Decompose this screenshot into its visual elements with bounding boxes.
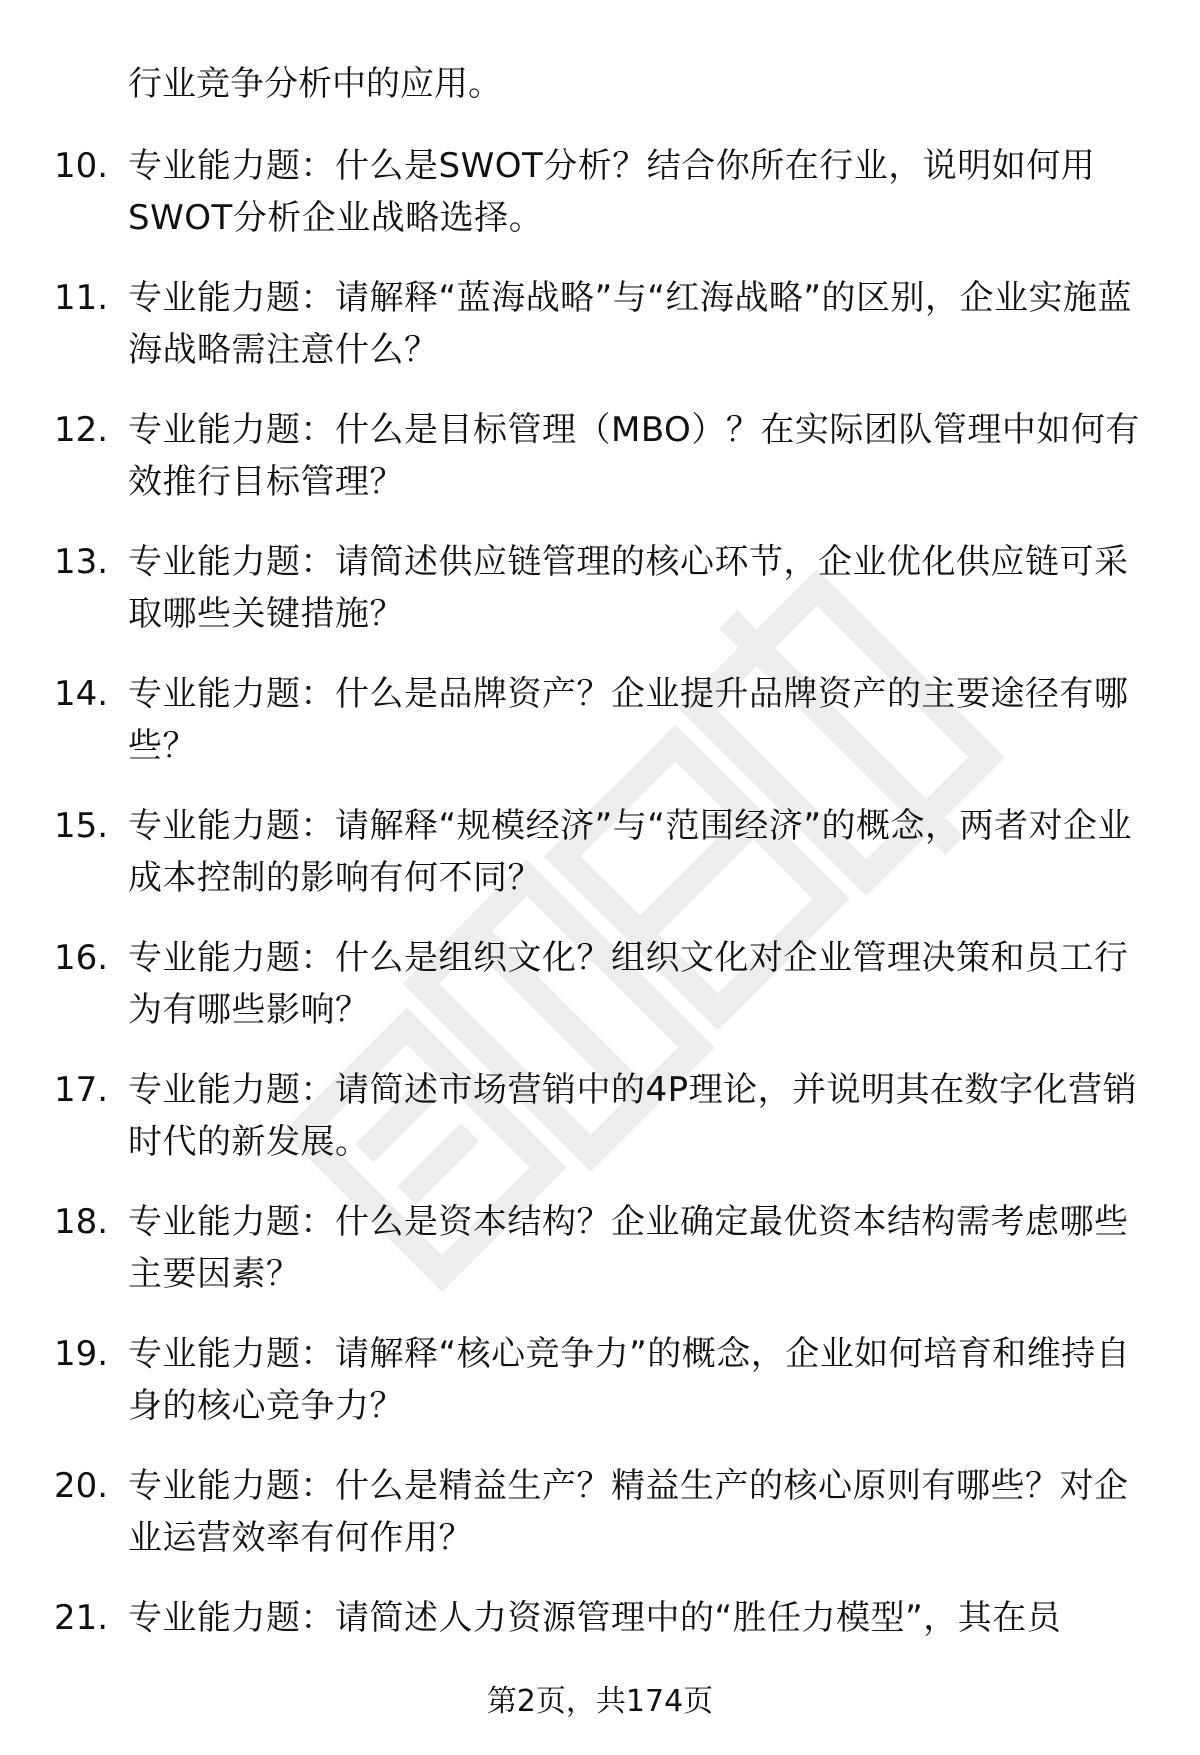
- question-text: 专业能力题：什么是精益生产？精益生产的核心原则有哪些？对企业运营效率有何作用？: [128, 1466, 1129, 1558]
- list-item: [0, 932, 1200, 1036]
- question-number: 21.: [54, 1598, 109, 1638]
- question-text: 专业能力题：什么是SWOT分析？结合你所在行业，说明如何用SWOT分析企业战略选择。: [128, 146, 1096, 238]
- question-number: 14.: [54, 674, 109, 714]
- question-text: 专业能力题：请简述市场营销中的4P理论，并说明其在数字化营销时代的新发展。: [128, 1070, 1138, 1162]
- continuation-line: 行业竞争分析中的应用。: [128, 64, 502, 104]
- question-number: 12.: [54, 410, 109, 450]
- list-item: [0, 1460, 1200, 1564]
- question-number: 17.: [54, 1070, 109, 1110]
- list-item: [0, 140, 1200, 244]
- question-text: 专业能力题：什么是资本结构？企业确定最优资本结构需考虑哪些主要因素？: [128, 1202, 1129, 1294]
- question-list: [0, 140, 1200, 1672]
- list-item: [0, 536, 1200, 640]
- question-text: 专业能力题：什么是目标管理（MBO）？在实际团队管理中如何有效推行目标管理？: [128, 410, 1140, 502]
- question-number: 13.: [54, 542, 109, 582]
- question-number: 19.: [54, 1334, 109, 1374]
- page-footer: 第2页，共174页: [486, 1684, 714, 1719]
- question-text: 专业能力题：请简述人力资源管理中的“胜任力模型”，其在员: [128, 1598, 1062, 1638]
- question-number: 18.: [54, 1202, 109, 1242]
- question-text: 专业能力题：请解释“蓝海战略”与“红海战略”的区别，企业实施蓝海战略需注意什么？: [128, 278, 1132, 370]
- list-item: [0, 800, 1200, 904]
- question-text: 专业能力题：请解释“核心竞争力”的概念，企业如何培育和维持自身的核心竞争力？: [128, 1334, 1131, 1426]
- question-text: 专业能力题：什么是组织文化？组织文化对企业管理决策和员工行为有哪些影响？: [128, 938, 1129, 1030]
- list-item: [0, 1196, 1200, 1300]
- list-item: [0, 1064, 1200, 1168]
- list-item: [0, 272, 1200, 376]
- question-number: 10.: [54, 146, 109, 186]
- question-number: 20.: [54, 1466, 109, 1506]
- list-item: [0, 1592, 1200, 1644]
- question-text: 专业能力题：请简述供应链管理的核心环节，企业优化供应链可采取哪些关键措施？: [128, 542, 1129, 634]
- question-number: 15.: [54, 806, 109, 846]
- question-number: 11.: [54, 278, 109, 318]
- question-text: 专业能力题：请解释“规模经济”与“范围经济”的概念，两者对企业成本控制的影响有何不同？: [128, 806, 1132, 898]
- list-item: [0, 668, 1200, 772]
- list-item: [0, 1328, 1200, 1432]
- list-item: [0, 404, 1200, 508]
- question-number: 16.: [54, 938, 109, 978]
- question-text: 专业能力题：什么是品牌资产？企业提升品牌资产的主要途径有哪些？: [128, 674, 1129, 766]
